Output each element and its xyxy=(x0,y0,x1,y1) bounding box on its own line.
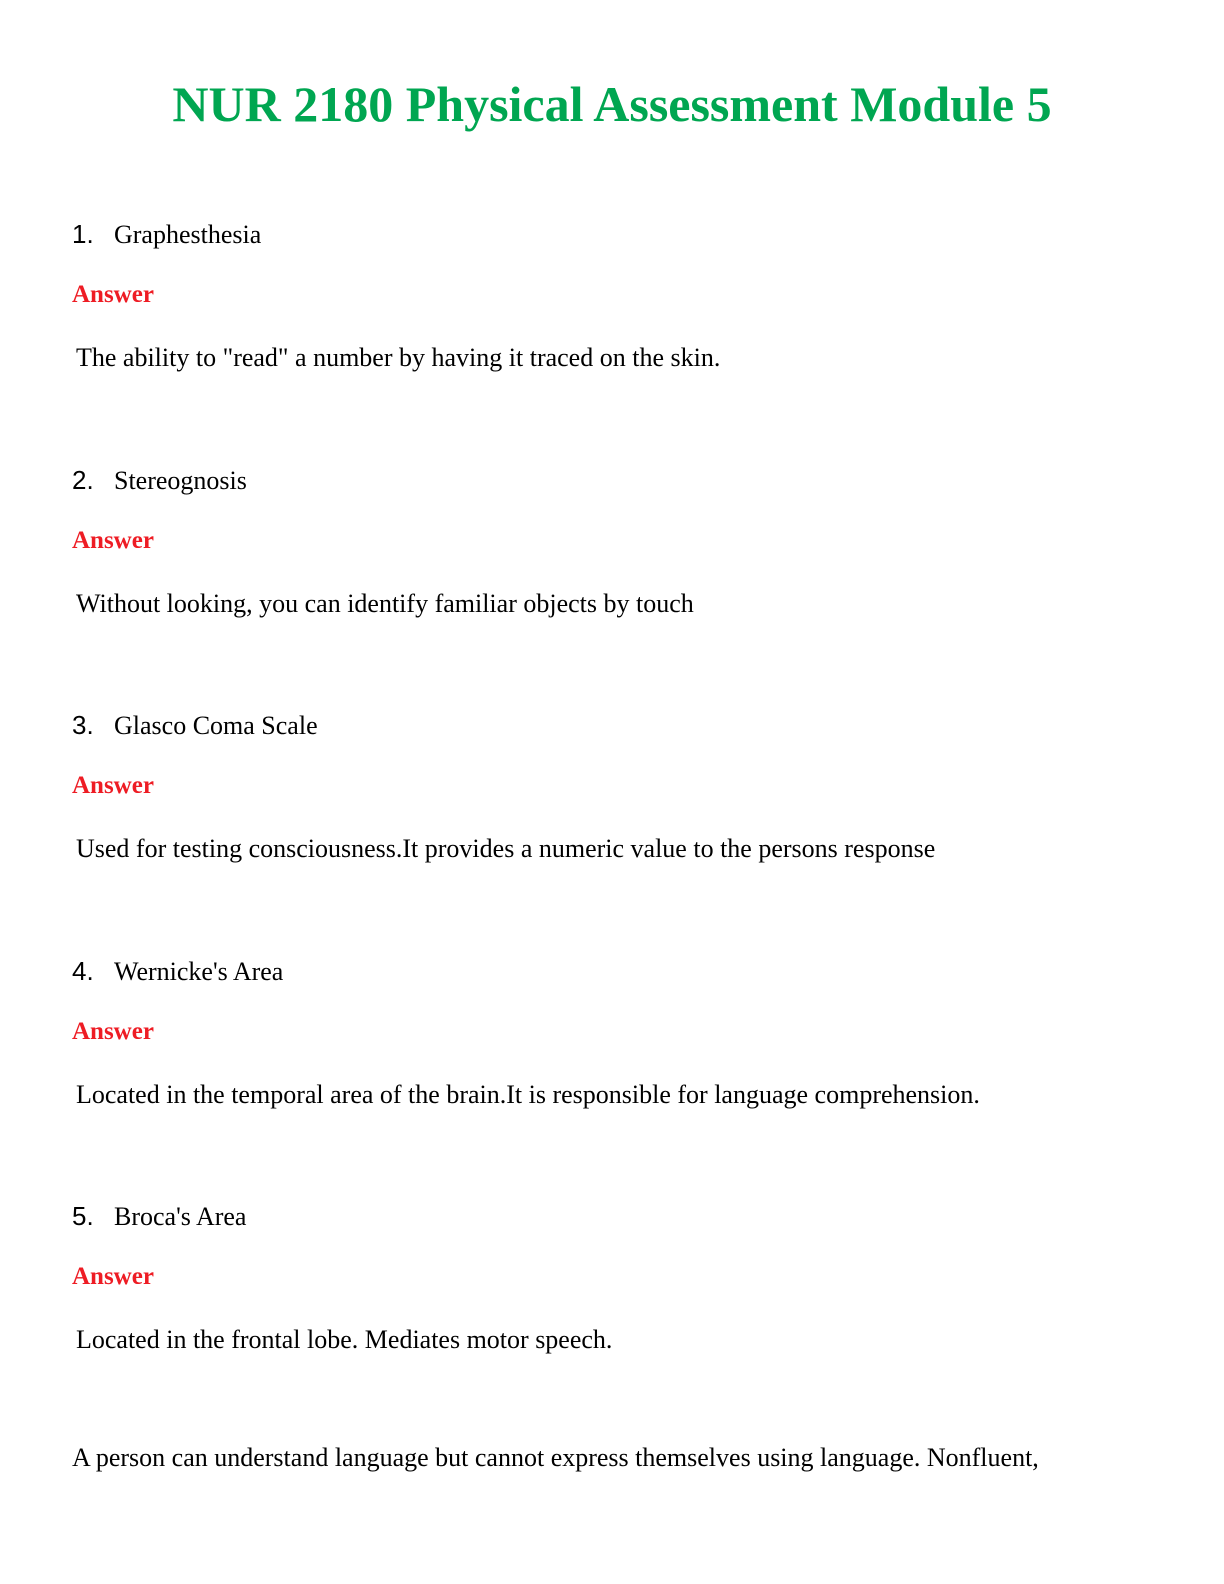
question-line xyxy=(72,218,261,250)
answer-label: Answer xyxy=(72,281,154,308)
answer-label: Answer xyxy=(72,1263,154,1290)
answer-text: Located in the frontal lobe. Mediates motor speech. xyxy=(76,1325,613,1354)
question-number: 2. xyxy=(72,465,94,495)
answer-label: Answer xyxy=(72,772,154,799)
question-term: Glasco Coma Scale xyxy=(114,711,318,740)
question-number: 5. xyxy=(72,1201,94,1231)
question-number: 4. xyxy=(72,956,94,986)
answer-text: Without looking, you can identify familiar objects by touch xyxy=(76,589,694,618)
page-title: NUR 2180 Physical Assessment Module 5 xyxy=(172,76,1052,132)
answer-text: Located in the temporal area of the brain.It is responsible for language comprehension. xyxy=(76,1080,980,1109)
question-line xyxy=(72,709,318,741)
question-line xyxy=(72,464,247,496)
answer-label: Answer xyxy=(72,1018,154,1045)
trailing-paragraph: A person can understand language but cannot express themselves using language. Nonfluent, xyxy=(72,1443,1039,1472)
question-term: Graphesthesia xyxy=(114,220,262,249)
question-line xyxy=(72,955,283,987)
question-term: Wernicke's Area xyxy=(114,957,284,986)
question-term: Stereognosis xyxy=(114,466,247,495)
answer-text: The ability to "read" a number by having it traced on the skin. xyxy=(76,343,721,372)
question-number: 3. xyxy=(72,710,94,740)
answer-text: Used for testing consciousness.It provides a numeric value to the persons response xyxy=(76,834,936,863)
question-term: Broca's Area xyxy=(114,1202,247,1231)
answer-label: Answer xyxy=(72,527,154,554)
question-number: 1. xyxy=(72,219,94,249)
question-line xyxy=(72,1200,246,1232)
